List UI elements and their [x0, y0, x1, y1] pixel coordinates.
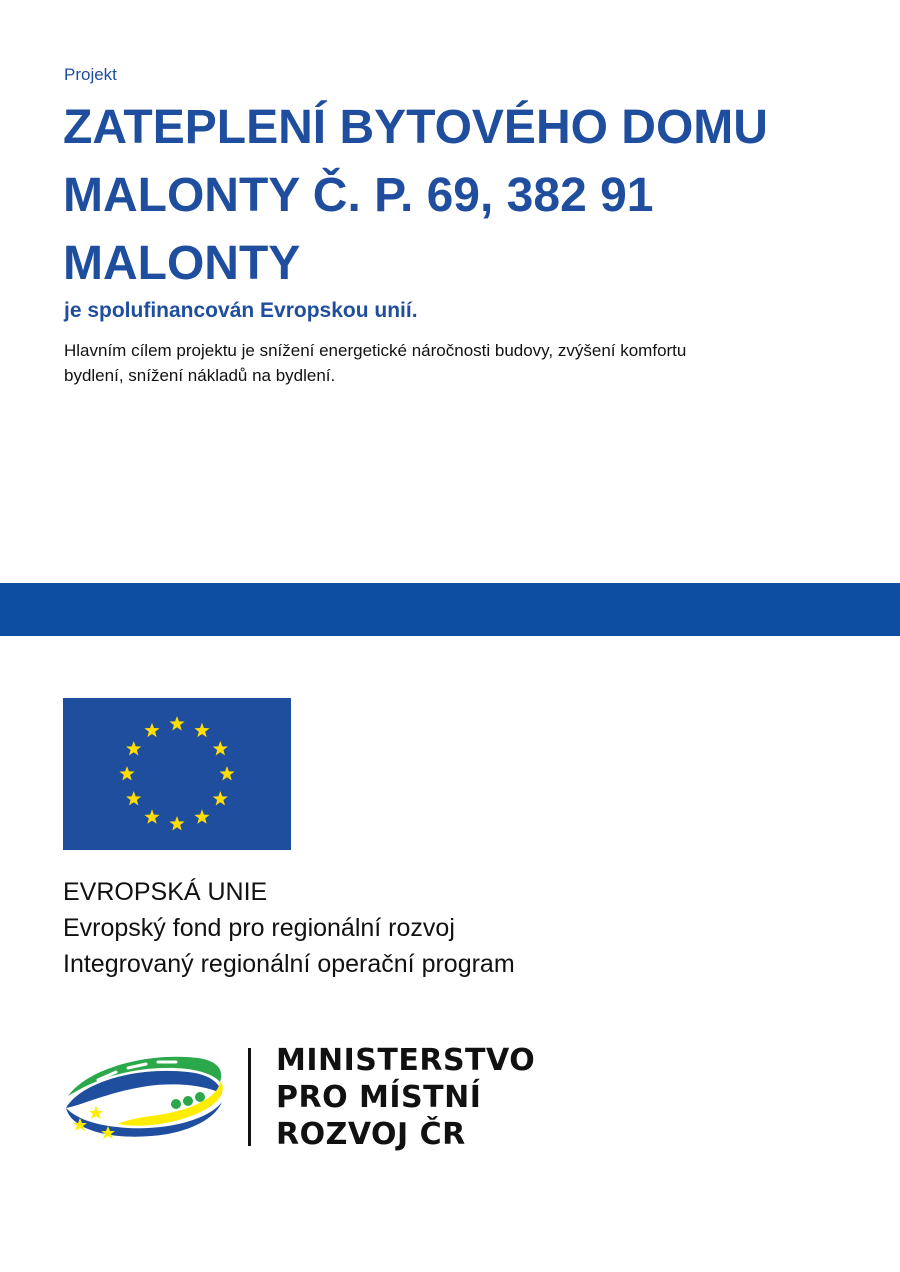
eu-star-icon: [194, 809, 209, 823]
cofinancing-subtitle: je spolufinancován Evropskou unií.: [64, 299, 418, 322]
eu-line: Evropský fond pro regionální rozvoj: [63, 914, 455, 942]
eu-program-text: [63, 874, 515, 982]
project-title-line: MALONTY Č. P. 69, 382 91: [63, 169, 654, 222]
project-title-line: ZATEPLENÍ BYTOVÉHO DOMU: [63, 101, 768, 154]
logo-divider: [248, 1048, 251, 1146]
description-line: Hlavním cílem projektu je snížení energetické náročnosti budovy, zvýšení komfortu: [64, 341, 687, 360]
eu-star-icon: [126, 791, 141, 805]
ministry-name-line: MINISTERSTVO: [276, 1043, 536, 1078]
eu-star-icon: [213, 791, 228, 805]
eu-star-icon: [194, 723, 209, 737]
eu-star-icon: [169, 816, 184, 830]
eu-star-icon: [213, 741, 228, 755]
eu-star-icon: [219, 766, 234, 780]
eu-star-icon: [144, 723, 159, 737]
blue-band: [0, 583, 900, 636]
project-kicker: Projekt: [64, 65, 117, 84]
eu-line: EVROPSKÁ UNIE: [63, 878, 268, 906]
eu-star-icon: [169, 716, 184, 730]
ministry-name: [276, 1042, 535, 1153]
eu-star-icon: [119, 766, 134, 780]
eu-star-icon: [144, 809, 159, 823]
ministry-name-line: ROZVOJ ČR: [276, 1117, 466, 1152]
eu-line: Integrovaný regionální operační program: [63, 950, 515, 978]
project-description: [64, 338, 844, 388]
description-line: bydlení, snížení nákladů na bydlení.: [64, 366, 336, 385]
eu-star-icon: [126, 741, 141, 755]
project-title-line: MALONTY: [63, 237, 301, 290]
mmr-logo-icon: [58, 1046, 230, 1142]
project-title: [63, 94, 863, 298]
ministry-name-line: PRO MÍSTNÍ: [276, 1080, 482, 1115]
eu-flag-icon: [63, 698, 291, 850]
